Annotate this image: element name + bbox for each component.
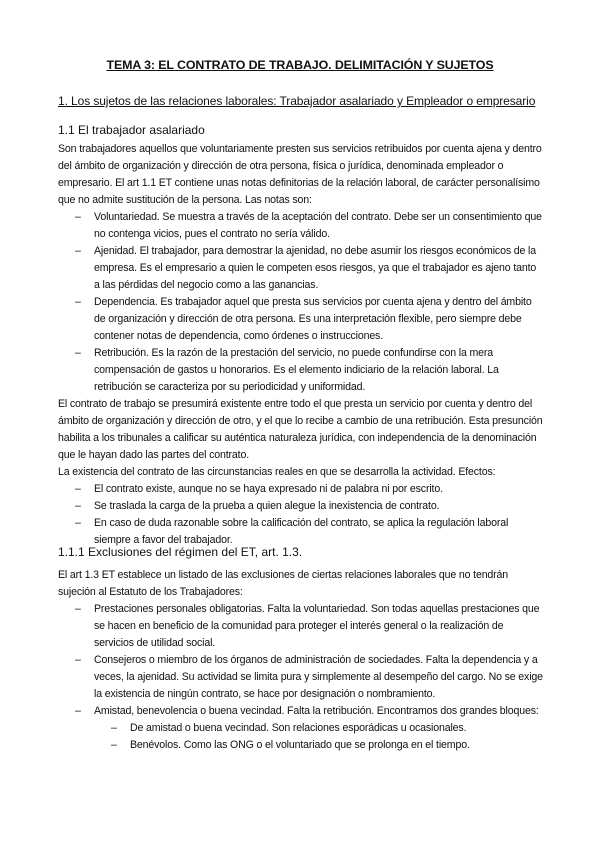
paragraph-intro: Son trabajadores aquellos que voluntariamente presten sus servicios retribuidos por cuenta ajena y dentro del ámbito de organización y dirección de otra persona, física o jurídica, denominada empleador o empresario. El art 1.1 ET contiene unas notas definitorias de la relación laboral, de carácter personalísimo que no admite sustitución de la persona. Las notas son: <box>58 143 542 206</box>
subsection-heading-1-1-1: 1.1.1 Exclusiones del régimen del ET, art. 1.3. <box>58 545 303 559</box>
list-item: – Prestaciones personales obligatorias. Falta la voluntariedad. Son todas aquellas prestaciones que se hacen en beneficio de la comunidad para proteger el interés general o la realización de servicios de utilidad social. <box>58 601 544 652</box>
list-item: – Consejeros o miembro de los órganos de administración de sociedades. Falta la dependencia y a veces, la ajenidad. Su actividad se limita pura y simplemente al desempeño del cargo. No se exige la existencia de ningún contrato, se hace por designación o nombramiento. <box>58 652 544 703</box>
paragraph-exclusions-intro: El art 1.3 ET establece un listado de las exclusiones de ciertas relaciones laborales que no tendrán sujeción al Estatuto de los Trabajadores: <box>58 569 509 598</box>
list-item: – Ajenidad. El trabajador, para demostrar la ajenidad, no debe asumir los riesgos económicos de la empresa. Es el empresario a quien le competen esos riesgos, ya que el trabajador es ajeno tanto a las pérdidas del negocio como a las ganancias. <box>58 243 544 294</box>
paragraph-effects-intro: La existencia del contrato de las circunstancias reales en que se desarrolla la actividad. Efectos: <box>58 466 496 478</box>
blocks-sublist <box>94 720 544 754</box>
list-item: – Retribución. Es la razón de la prestación del servicio, no puede confundirse con la mera compensación de gastos u honorarios. Es el elemento indiciario de la relación laboral. La retribución se caracteriza por su periodicidad y uniformidad. <box>58 345 544 396</box>
list-item <box>58 703 544 754</box>
list-item: – Dependencia. Es trabajador aquel que presta sus servicios por cuenta ajena y dentro del ámbito de organización y dirección de otra persona. Es una interpretación flexible, pero siempre debe contener notas de dependencia, como órdenes o instrucciones. <box>58 294 544 345</box>
list-item: – En caso de duda razonable sobre la calificación del contrato, se aplica la regulación laboral siempre a favor del trabajador. <box>58 515 544 549</box>
list-item: – Voluntariedad. Se muestra a través de la aceptación del contrato. Debe ser un consentimiento que no contenga vicios, pues el contrato no sería válido. <box>58 209 544 243</box>
page-title: TEMA 3: EL CONTRATO DE TRABAJO. DELIMITACIÓN Y SUJETOS <box>106 58 494 72</box>
list-item-text: Amistad, benevolencia o buena vecindad. Falta la retribución. Encontramos dos grandes bloques: <box>94 705 539 717</box>
subsection-1-1-1-body <box>58 567 544 754</box>
effects-list <box>58 481 544 549</box>
list-item: – Se traslada la carga de la prueba a quien alegue la inexistencia de contrato. <box>58 498 544 515</box>
paragraph-presumption: El contrato de trabajo se presumirá existente entre todo el que presta un servicio por cuenta y dentro del ámbito de organización y dirección de otro, y el que lo recibe a cambio de una retribución. Esta presunción habilita a los tribunales a calificar su auténtica naturaleza jurídica, con independencia de la denominación que le hayan dado las partes del contrato. <box>58 398 543 461</box>
notes-list <box>58 209 544 396</box>
subsection-heading-1-1: 1.1 El trabajador asalariado <box>58 123 205 137</box>
list-item: – El contrato existe, aunque no se haya expresado ni de palabra ni por escrito. <box>58 481 544 498</box>
exclusions-list <box>58 601 544 754</box>
subsection-1-1-body <box>58 141 544 549</box>
section-heading-1: 1. Los sujetos de las relaciones laborales: Trabajador asalariado y Empleador o empresario <box>58 94 536 108</box>
sublist-item: – De amistad o buena vecindad. Son relaciones esporádicas u ocasionales. <box>94 720 544 737</box>
sublist-item: – Benévolos. Como las ONG o el voluntariado que se prolonga en el tiempo. <box>94 737 544 754</box>
